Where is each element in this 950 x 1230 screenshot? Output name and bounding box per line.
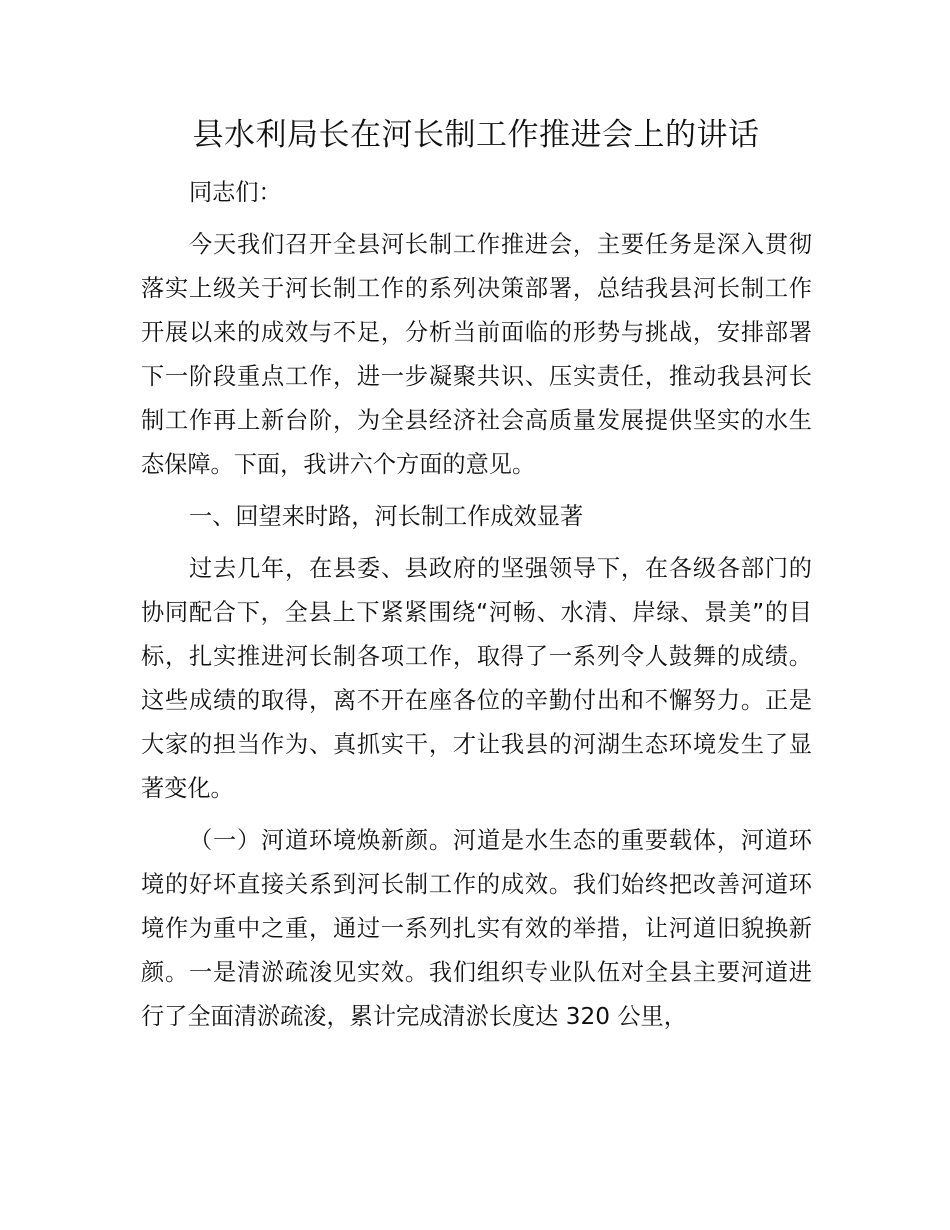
document-title: 县水利局长在河长制工作推进会上的讲话	[192, 117, 760, 153]
paragraph-achievements: 过去几年，在县委、县政府的坚强领导下，在各级各部门的协同配合下，全县上下紧紧围绕“河畅、水清、岸绿、景美”的目标，扎实推进河长制各项工作，取得了一系列令人鼓舞的成绩。这些成绩的取得，离不开在座各位的辛勤付出和不懈努力。正是大家的担当作为、真抓实干，才让我县的河湖生态环境发生了显著变化。	[141, 555, 812, 802]
section-heading-1: 一、回望来时路，河长制工作成效显著	[189, 503, 584, 530]
document-body	[141, 171, 812, 1047]
paragraph-intro: 今天我们召开全县河长制工作推进会，主要任务是深入贯彻落实上级关于河长制工作的系列决策部署，总结我县河长制工作开展以来的成效与不足，分析当前面临的形势与挑战，安排部署下一阶段重点工作，进一步凝聚共识、压实责任，推动我县河长制工作再上新台阶，为全县经济社会高质量发展提供坚实的水生态保障。下面，我讲六个方面的意见。	[141, 231, 812, 478]
salutation: 同志们：	[189, 179, 282, 206]
paragraph-river-environment: （一）河道环境焕新颜。河道是水生态的重要载体，河道环境的好坏直接关系到河长制工作的成效。我们始终把改善河道环境作为重中之重，通过一系列扎实有效的举措，让河道旧貌换新颜。一是清淤疏浚见实效。我们组织专业队伍对全县主要河道进行了全面清淤疏浚，累计完成清淤长度达 320 公里，	[141, 827, 812, 1030]
